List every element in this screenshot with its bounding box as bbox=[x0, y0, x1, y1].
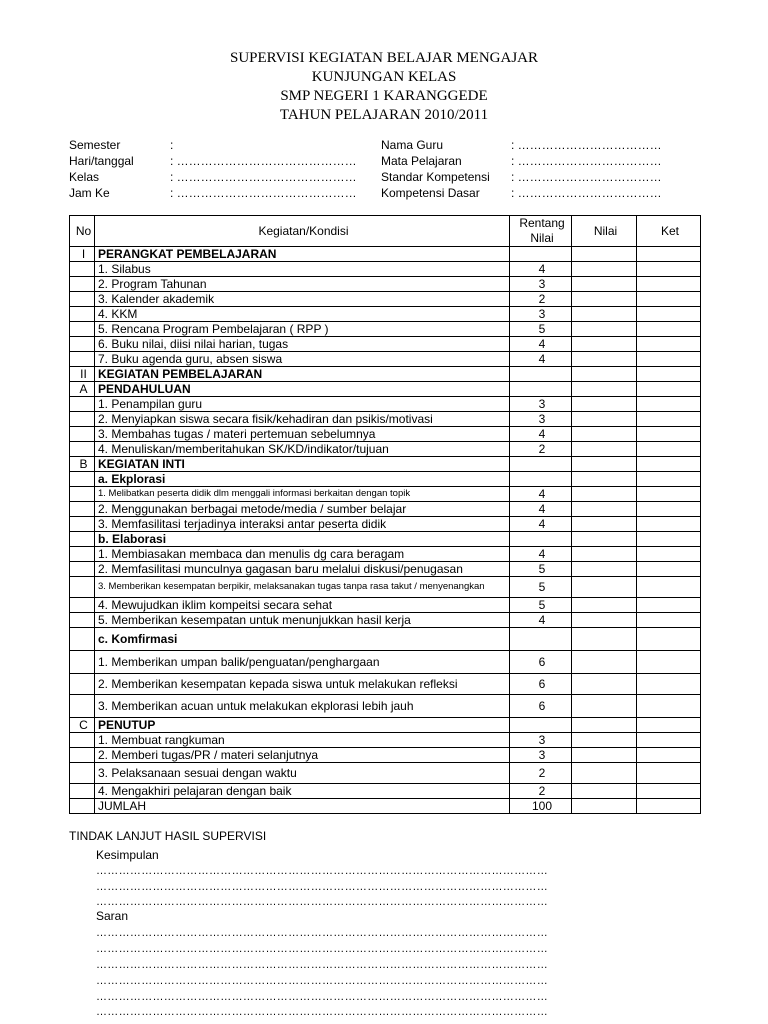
row-score-cell[interactable] bbox=[572, 262, 637, 277]
row-range-value: 4 bbox=[510, 487, 572, 502]
row-range-value bbox=[510, 382, 572, 397]
row-activity: PENDAHULUAN bbox=[95, 382, 510, 397]
row-activity: 5. Rencana Program Pembelajaran ( RPP ) bbox=[95, 322, 510, 337]
table-row bbox=[70, 763, 701, 784]
row-score-cell[interactable] bbox=[572, 502, 637, 517]
row-score-cell[interactable] bbox=[572, 784, 637, 799]
row-notes-cell[interactable] bbox=[637, 397, 701, 412]
row-notes-cell[interactable] bbox=[637, 784, 701, 799]
row-activity: 3. Pelaksanaan sesuai dengan waktu bbox=[95, 763, 510, 784]
row-number bbox=[70, 748, 95, 763]
row-number bbox=[70, 613, 95, 628]
table-row bbox=[70, 247, 701, 262]
table-row bbox=[70, 382, 701, 397]
row-notes-cell[interactable] bbox=[637, 337, 701, 352]
table-row bbox=[70, 307, 701, 322]
table-row bbox=[70, 628, 701, 651]
row-activity: 5. Memberikan kesempatan untuk menunjukkan hasil kerja bbox=[95, 613, 510, 628]
row-score-cell[interactable] bbox=[572, 577, 637, 598]
row-range-value: 4 bbox=[510, 337, 572, 352]
row-notes-cell[interactable] bbox=[637, 487, 701, 502]
row-number: A bbox=[70, 382, 95, 397]
row-range-value: 4 bbox=[510, 502, 572, 517]
period-field[interactable]: : ……………………………………… bbox=[170, 186, 357, 200]
row-range-value: 5 bbox=[510, 577, 572, 598]
row-range-value bbox=[510, 472, 572, 487]
row-activity: KEGIATAN PEMBELAJARAN bbox=[95, 367, 510, 382]
row-number bbox=[70, 322, 95, 337]
row-number bbox=[70, 427, 95, 442]
row-activity: 4. Menuliskan/memberitahukan SK/KD/indikator/tujuan bbox=[95, 442, 510, 457]
row-number bbox=[70, 337, 95, 352]
row-activity: 6. Buku nilai, diisi nilai harian, tugas bbox=[95, 337, 510, 352]
row-score-cell[interactable] bbox=[572, 733, 637, 748]
conclusion-line[interactable]: ………………………………………………………………………………………………………… bbox=[96, 865, 548, 877]
teacher-name-label: Nama Guru bbox=[381, 138, 444, 152]
row-number bbox=[70, 442, 95, 457]
row-activity: 2. Menggunakan berbagai metode/media / sumber belajar bbox=[95, 502, 510, 517]
table-row bbox=[70, 748, 701, 763]
row-notes-cell[interactable] bbox=[637, 613, 701, 628]
header-range-line1: Rentang bbox=[519, 216, 565, 230]
class-label: Kelas bbox=[69, 170, 100, 184]
row-activity: JUMLAH bbox=[95, 799, 510, 814]
row-notes-cell[interactable] bbox=[637, 651, 701, 674]
row-number bbox=[70, 763, 95, 784]
row-number: II bbox=[70, 367, 95, 382]
row-range-value: 2 bbox=[510, 442, 572, 457]
teacher-name-field[interactable]: : ……………………………… bbox=[511, 138, 662, 152]
row-score-cell[interactable] bbox=[572, 517, 637, 532]
conclusion-line[interactable]: ………………………………………………………………………………………………………… bbox=[96, 896, 548, 908]
row-number bbox=[70, 262, 95, 277]
row-notes-cell[interactable] bbox=[637, 262, 701, 277]
table-row bbox=[70, 799, 701, 814]
table-header-row bbox=[70, 216, 701, 247]
table-row bbox=[70, 472, 701, 487]
follow-up-title: TINDAK LANJUT HASIL SUPERVISI bbox=[69, 829, 267, 843]
row-number bbox=[70, 307, 95, 322]
row-score-cell[interactable] bbox=[572, 472, 637, 487]
row-activity: 1. Silabus bbox=[95, 262, 510, 277]
school-name: SMP NEGERI 1 KARANGGEDE bbox=[280, 88, 488, 104]
row-number bbox=[70, 628, 95, 651]
row-notes-cell[interactable] bbox=[637, 457, 701, 472]
row-score-cell[interactable] bbox=[572, 598, 637, 613]
table-row bbox=[70, 502, 701, 517]
row-number bbox=[70, 487, 95, 502]
table-row bbox=[70, 517, 701, 532]
class-field[interactable]: : ……………………………………… bbox=[170, 170, 357, 184]
row-activity: 2. Memberikan kesempatan kepada siswa untuk melakukan refleksi bbox=[95, 674, 510, 695]
row-notes-cell[interactable] bbox=[637, 532, 701, 547]
row-number bbox=[70, 674, 95, 695]
row-activity: 2. Menyiapkan siswa secara fisik/kehadiran dan psikis/motivasi bbox=[95, 412, 510, 427]
row-number bbox=[70, 784, 95, 799]
table-row bbox=[70, 547, 701, 562]
header-range bbox=[510, 216, 572, 247]
table-row bbox=[70, 412, 701, 427]
subject-field[interactable]: : ……………………………… bbox=[511, 154, 662, 168]
row-notes-cell[interactable] bbox=[637, 562, 701, 577]
table-row bbox=[70, 352, 701, 367]
row-notes-cell[interactable] bbox=[637, 307, 701, 322]
row-activity: 3. Memberikan acuan untuk melakukan ekplorasi lebih jauh bbox=[95, 695, 510, 718]
row-number bbox=[70, 562, 95, 577]
row-score-cell[interactable] bbox=[572, 799, 637, 814]
row-number bbox=[70, 799, 95, 814]
table-row bbox=[70, 577, 701, 598]
row-activity: PENUTUP bbox=[95, 718, 510, 733]
row-score-cell[interactable] bbox=[572, 427, 637, 442]
suggestion-line[interactable]: ………………………………………………………………………………………………………… bbox=[96, 959, 548, 971]
row-score-cell[interactable] bbox=[572, 412, 637, 427]
row-activity: 2. Memberi tugas/PR / materi selanjutnya bbox=[95, 748, 510, 763]
row-range-value bbox=[510, 628, 572, 651]
row-activity: 1. Membuat rangkuman bbox=[95, 733, 510, 748]
row-number bbox=[70, 502, 95, 517]
row-notes-cell[interactable] bbox=[637, 748, 701, 763]
row-range-value: 3 bbox=[510, 733, 572, 748]
row-range-value: 4 bbox=[510, 547, 572, 562]
row-score-cell[interactable] bbox=[572, 382, 637, 397]
row-range-value bbox=[510, 532, 572, 547]
row-activity: c. Komfirmasi bbox=[95, 628, 510, 651]
standard-competence-label: Standar Kompetensi bbox=[381, 170, 490, 184]
row-notes-cell[interactable] bbox=[637, 799, 701, 814]
row-range-value: 5 bbox=[510, 562, 572, 577]
row-range-value: 3 bbox=[510, 748, 572, 763]
suggestion-line[interactable]: ………………………………………………………………………………………………………… bbox=[96, 975, 548, 987]
row-score-cell[interactable] bbox=[572, 674, 637, 695]
row-score-cell[interactable] bbox=[572, 651, 637, 674]
row-activity: 2. Program Tahunan bbox=[95, 277, 510, 292]
row-range-value: 100 bbox=[510, 799, 572, 814]
row-range-value: 4 bbox=[510, 352, 572, 367]
header-score: Nilai bbox=[572, 216, 637, 247]
row-score-cell[interactable] bbox=[572, 352, 637, 367]
row-range-value: 2 bbox=[510, 763, 572, 784]
row-score-cell[interactable] bbox=[572, 307, 637, 322]
row-activity: b. Elaborasi bbox=[95, 532, 510, 547]
row-range-value: 4 bbox=[510, 517, 572, 532]
row-notes-cell[interactable] bbox=[637, 674, 701, 695]
row-number bbox=[70, 532, 95, 547]
row-number bbox=[70, 292, 95, 307]
supervision-table bbox=[69, 215, 701, 814]
suggestion-line[interactable]: ………………………………………………………………………………………………………… bbox=[96, 1006, 548, 1018]
row-notes-cell[interactable] bbox=[637, 277, 701, 292]
row-notes-cell[interactable] bbox=[637, 472, 701, 487]
row-notes-cell[interactable] bbox=[637, 367, 701, 382]
table-row bbox=[70, 277, 701, 292]
row-number bbox=[70, 397, 95, 412]
table-row bbox=[70, 718, 701, 733]
row-number bbox=[70, 277, 95, 292]
row-number bbox=[70, 547, 95, 562]
table-row bbox=[70, 651, 701, 674]
row-notes-cell[interactable] bbox=[637, 382, 701, 397]
row-number bbox=[70, 733, 95, 748]
suggestion-line[interactable]: ………………………………………………………………………………………………………… bbox=[96, 943, 548, 955]
table-body bbox=[70, 247, 701, 814]
row-activity: 4. KKM bbox=[95, 307, 510, 322]
table-row bbox=[70, 733, 701, 748]
row-activity: 1. Melibatkan peserta didik dlm menggali informasi berkaitan dengan topik bbox=[95, 487, 510, 502]
row-notes-cell[interactable] bbox=[637, 547, 701, 562]
row-range-value: 5 bbox=[510, 322, 572, 337]
row-notes-cell[interactable] bbox=[637, 628, 701, 651]
suggestion-label: Saran bbox=[96, 909, 129, 923]
row-score-cell[interactable] bbox=[572, 397, 637, 412]
row-score-cell[interactable] bbox=[572, 322, 637, 337]
subject-label: Mata Pelajaran bbox=[381, 154, 462, 168]
row-activity: 4. Mewujudkan iklim kompeitsi secara sehat bbox=[95, 598, 510, 613]
table-row bbox=[70, 457, 701, 472]
row-activity: 1. Membiasakan membaca dan menulis dg cara beragam bbox=[95, 547, 510, 562]
row-number bbox=[70, 412, 95, 427]
row-range-value: 6 bbox=[510, 651, 572, 674]
row-activity: 3. Kalender akademik bbox=[95, 292, 510, 307]
row-score-cell[interactable] bbox=[572, 613, 637, 628]
row-activity: 1. Penampilan guru bbox=[95, 397, 510, 412]
row-activity: KEGIATAN INTI bbox=[95, 457, 510, 472]
row-score-cell[interactable] bbox=[572, 487, 637, 502]
row-notes-cell[interactable] bbox=[637, 412, 701, 427]
row-notes-cell[interactable] bbox=[637, 695, 701, 718]
table-row bbox=[70, 367, 701, 382]
table-row bbox=[70, 442, 701, 457]
table-row bbox=[70, 695, 701, 718]
row-number bbox=[70, 517, 95, 532]
row-notes-cell[interactable] bbox=[637, 427, 701, 442]
row-range-value: 2 bbox=[510, 292, 572, 307]
table-row bbox=[70, 337, 701, 352]
table-row bbox=[70, 598, 701, 613]
row-number: I bbox=[70, 247, 95, 262]
row-number: C bbox=[70, 718, 95, 733]
header-activity: Kegiatan/Kondisi bbox=[95, 216, 510, 247]
row-number: B bbox=[70, 457, 95, 472]
period-label: Jam Ke bbox=[69, 186, 110, 200]
row-range-value: 4 bbox=[510, 613, 572, 628]
suggestion-line[interactable]: ………………………………………………………………………………………………………… bbox=[96, 991, 548, 1003]
row-notes-cell[interactable] bbox=[637, 733, 701, 748]
academic-year: TAHUN PELAJARAN 2010/2011 bbox=[279, 107, 489, 123]
row-score-cell[interactable] bbox=[572, 367, 637, 382]
row-range-value: 6 bbox=[510, 674, 572, 695]
table-row bbox=[70, 487, 701, 502]
table-row bbox=[70, 322, 701, 337]
row-score-cell[interactable] bbox=[572, 457, 637, 472]
table-row bbox=[70, 784, 701, 799]
row-range-value: 3 bbox=[510, 397, 572, 412]
row-activity: 4. Mengakhiri pelajaran dengan baik bbox=[95, 784, 510, 799]
row-score-cell[interactable] bbox=[572, 532, 637, 547]
row-activity: 3. Memberikan kesempatan berpikir, melaksanakan tugas tanpa rasa takut / menyenangkan bbox=[95, 577, 510, 598]
row-notes-cell[interactable] bbox=[637, 718, 701, 733]
form-subtitle: KUNJUNGAN KELAS bbox=[311, 69, 457, 85]
row-range-value: 2 bbox=[510, 784, 572, 799]
standard-competence-field[interactable]: : ……………………………… bbox=[511, 170, 662, 184]
conclusion-line[interactable]: ………………………………………………………………………………………………………… bbox=[96, 881, 548, 893]
row-range-value: 6 bbox=[510, 695, 572, 718]
row-number bbox=[70, 577, 95, 598]
date-field[interactable]: : ……………………………………… bbox=[170, 154, 357, 168]
row-number bbox=[70, 651, 95, 674]
form-title: SUPERVISI KEGIATAN BELAJAR MENGAJAR bbox=[229, 50, 539, 66]
table-row bbox=[70, 532, 701, 547]
row-range-value: 4 bbox=[510, 262, 572, 277]
row-notes-cell[interactable] bbox=[637, 352, 701, 367]
row-number bbox=[70, 352, 95, 367]
row-score-cell[interactable] bbox=[572, 718, 637, 733]
header-notes: Ket bbox=[637, 216, 701, 247]
table-row bbox=[70, 613, 701, 628]
row-activity: 2. Memfasilitasi munculnya gagasan baru melalui diskusi/penugasan bbox=[95, 562, 510, 577]
row-range-value: 3 bbox=[510, 412, 572, 427]
basic-competence-label: Kompetensi Dasar bbox=[381, 186, 480, 200]
row-activity: 3. Membahas tugas / materi pertemuan sebelumnya bbox=[95, 427, 510, 442]
row-number bbox=[70, 472, 95, 487]
row-range-value bbox=[510, 247, 572, 262]
row-activity: 7. Buku agenda guru, absen siswa bbox=[95, 352, 510, 367]
table-row bbox=[70, 262, 701, 277]
table-row bbox=[70, 427, 701, 442]
row-score-cell[interactable] bbox=[572, 763, 637, 784]
row-number bbox=[70, 598, 95, 613]
suggestion-line[interactable]: ………………………………………………………………………………………………………… bbox=[96, 927, 548, 939]
conclusion-label: Kesimpulan bbox=[96, 848, 159, 862]
row-score-cell[interactable] bbox=[572, 247, 637, 262]
date-label: Hari/tanggal bbox=[69, 154, 134, 168]
row-notes-cell[interactable] bbox=[637, 502, 701, 517]
row-range-value: 3 bbox=[510, 277, 572, 292]
row-range-value: 4 bbox=[510, 427, 572, 442]
row-range-value bbox=[510, 367, 572, 382]
semester-field[interactable]: : bbox=[170, 138, 174, 152]
row-score-cell[interactable] bbox=[572, 547, 637, 562]
header-range-line2: Nilai bbox=[530, 231, 554, 245]
table-row bbox=[70, 674, 701, 695]
row-score-cell[interactable] bbox=[572, 748, 637, 763]
row-notes-cell[interactable] bbox=[637, 292, 701, 307]
row-score-cell[interactable] bbox=[572, 277, 637, 292]
table-row bbox=[70, 292, 701, 307]
row-notes-cell[interactable] bbox=[637, 763, 701, 784]
row-score-cell[interactable] bbox=[572, 292, 637, 307]
row-range-value: 3 bbox=[510, 307, 572, 322]
row-activity: PERANGKAT PEMBELAJARAN bbox=[95, 247, 510, 262]
row-number bbox=[70, 695, 95, 718]
row-notes-cell[interactable] bbox=[637, 517, 701, 532]
row-activity: 1. Memberikan umpan balik/penguatan/penghargaan bbox=[95, 651, 510, 674]
row-range-value bbox=[510, 457, 572, 472]
header-no: No bbox=[70, 216, 95, 247]
row-score-cell[interactable] bbox=[572, 337, 637, 352]
row-activity: 3. Memfasilitasi terjadinya interaksi antar peserta didik bbox=[95, 517, 510, 532]
table-row bbox=[70, 562, 701, 577]
row-notes-cell[interactable] bbox=[637, 577, 701, 598]
row-notes-cell[interactable] bbox=[637, 322, 701, 337]
row-score-cell[interactable] bbox=[572, 695, 637, 718]
row-score-cell[interactable] bbox=[572, 442, 637, 457]
semester-label: Semester bbox=[69, 138, 121, 152]
row-notes-cell[interactable] bbox=[637, 598, 701, 613]
row-score-cell[interactable] bbox=[572, 628, 637, 651]
row-range-value bbox=[510, 718, 572, 733]
row-notes-cell[interactable] bbox=[637, 247, 701, 262]
row-range-value: 5 bbox=[510, 598, 572, 613]
row-notes-cell[interactable] bbox=[637, 442, 701, 457]
table-row bbox=[70, 397, 701, 412]
basic-competence-field[interactable]: : ……………………………… bbox=[511, 186, 662, 200]
row-activity: a. Ekplorasi bbox=[95, 472, 510, 487]
row-score-cell[interactable] bbox=[572, 562, 637, 577]
